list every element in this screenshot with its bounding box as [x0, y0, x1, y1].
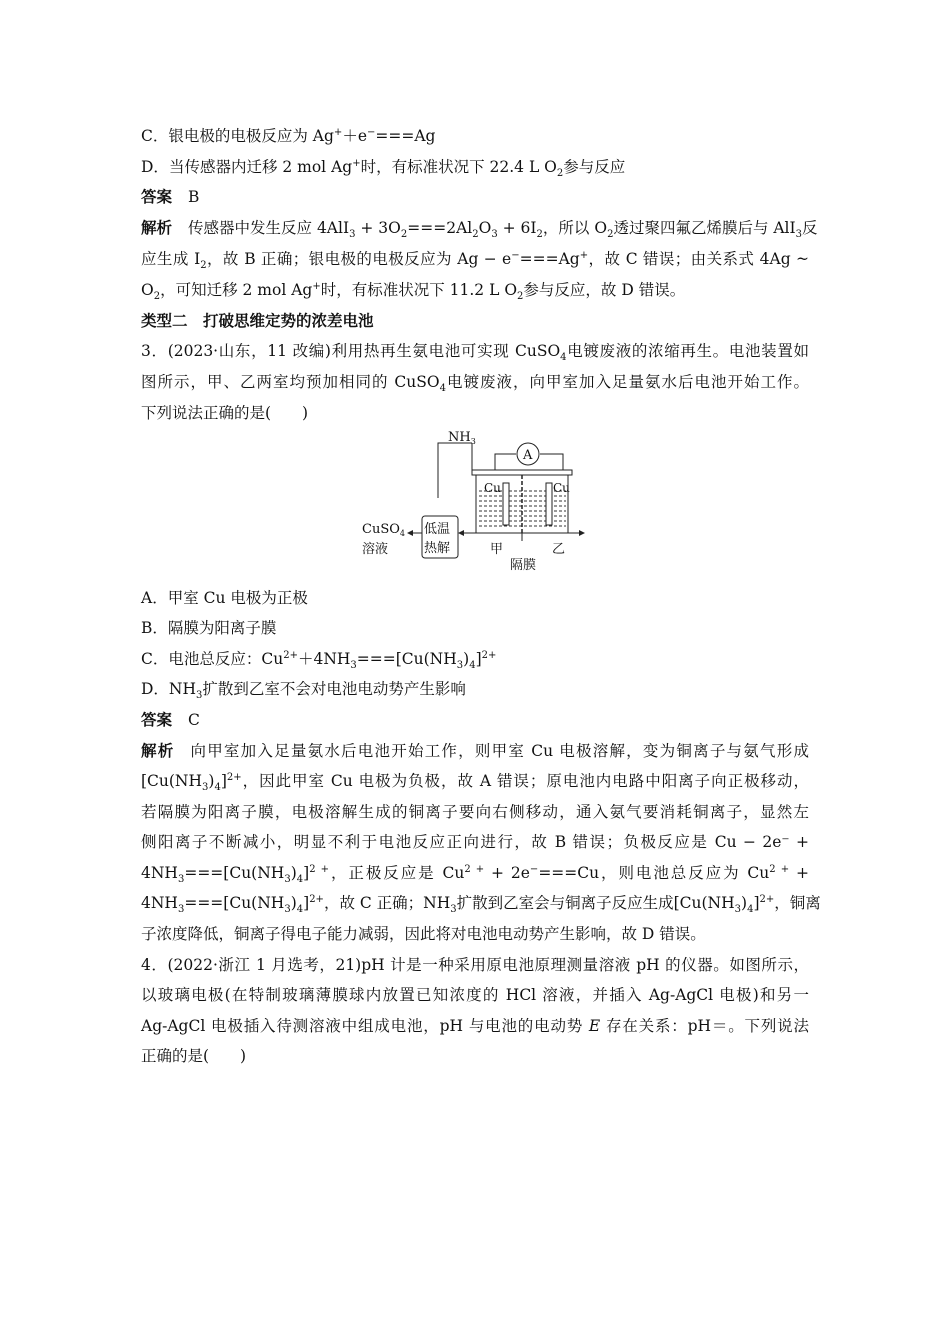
arrow-head-out — [579, 530, 585, 536]
q3-analysis-line-5: $4NH_3===[Cu(NH_3)_4]^{2 +}$，正极反应是 $Cu^{2 +} + 2e^-===Cu$，则电池总反应为 $Cu^{2 +}$ + — [141, 863, 809, 886]
q3-option-a: A．甲室 Cu 电极为正极 — [141, 589, 308, 607]
cu-left-label: Cu — [484, 481, 501, 495]
jia-label: 甲 — [490, 542, 504, 557]
answer-label: 答案 — [141, 187, 173, 206]
q3-stem-line-2: 图所示，甲、乙两室均预加相同的 CuSO$_4$电镀废液，向甲室加入足量氨水后电池开始工作。 — [141, 373, 809, 395]
solution-label: 溶液 — [362, 542, 389, 557]
analysis-label: 解析 — [141, 218, 173, 237]
q2-analysis-line-2: 应生成 $I_2$，故 B 正确；银电极的电极反应为 Ag − e−===Ag+，故 C 错误；由关系式 4Ag ~ — [141, 249, 809, 272]
box-line-1: 低温 — [424, 522, 451, 537]
answer-label: 答案 — [141, 710, 173, 729]
cu-electrode-right — [546, 483, 552, 525]
q3-analysis-line-1: 解析 向甲室加入足量氨水后电池开始工作，则甲室 Cu 电极溶解，变为铜离子与氨气形成 — [141, 741, 809, 760]
q4-stem-line-4: 正确的是( ) — [141, 1047, 247, 1065]
q3-analysis-line-6: $4NH_3===[Cu(NH_3)_4]^{2+}$，故 C 正确；$NH_3$扩散到乙室会与铜离子反应生成$[Cu(NH_3)_4]^{2+}$，铜离 — [141, 893, 821, 916]
q3-analysis-line-2: $[Cu(NH_3)_4]^{2+}$，因此甲室 Cu 电极为负极，故 A 错误；原电池内电路中阳离子向正极移动， — [141, 771, 809, 794]
q3-answer — [141, 710, 200, 730]
q3-analysis-line-3: 若隔膜为阳离子膜，电极溶解生成的铜离子要向右侧移动，通入氨气要消耗铜离子，显然左 — [141, 803, 809, 821]
nh3-pipe — [438, 443, 472, 498]
q2-analysis-line-1: 解析 传感器中发生反应 $4AlI_3 + 3O_2===2Al_2O_3 + 6I_2$，所以 $O_2$透过聚四氟乙烯膜后与 AlI$_3$反 — [141, 218, 818, 241]
cu-right-label: Cu — [553, 481, 570, 495]
yi-label: 乙 — [552, 542, 566, 557]
q2-option-c: C．银电极的电极反应为 Ag+＋e−===Ag — [141, 126, 436, 145]
q2-analysis-line-3: $O_2$，可知迁移 2 mol Ag+时，有标准状况下 11.2 L $O_2$参与反应，故 D 错误。 — [141, 280, 686, 303]
nh3-label: $NH_3$ — [448, 430, 476, 446]
answer-value: B — [188, 188, 200, 206]
membrane-label: 隔膜 — [510, 558, 537, 573]
arrow-head-box — [458, 530, 464, 536]
q3-option-b: B．隔膜为阳离子膜 — [141, 619, 277, 637]
q4-stem-line-2: 以玻璃电极(在特制玻璃薄膜球内放置已知浓度的 HCl 溶液，并插入 Ag-AgCl 电极)和另一 — [141, 986, 809, 1004]
arrow-head-cuso4 — [407, 530, 413, 536]
q3-analysis-line-4: 侧阳离子不断减小，明显不利于电池反应正向进行，故 B 错误；负极反应是 Cu − 2e⁻ + — [141, 833, 809, 851]
q4-stem-line-3: Ag-AgCl 电极插入待测溶液中组成电池，pH 与电池的电动势 E 存在关系：pH＝。下列说法 — [141, 1017, 809, 1035]
box-line-2: 热解 — [424, 541, 451, 556]
q3-option-d: D．$NH_3$扩散到乙室不会对电池电动势产生影响 — [141, 680, 466, 702]
battery-diagram — [360, 425, 595, 575]
section-heading: 类型二 打破思维定势的浓差电池 — [141, 311, 374, 330]
cell-lid — [472, 470, 572, 475]
analysis-label: 解析 — [141, 741, 175, 760]
q2-option-d: D．当传感器内迁移 2 mol Ag+时，有标准状况下 22.4 L $O_2$参与反应 — [141, 157, 626, 180]
q4-stem-line-1: 4．(2022·浙江 1 月选考，21)pH 计是一种采用原电池原理测量溶液 pH 的仪器。如图所示， — [141, 956, 809, 974]
q3-stem-line-1: 3．(2023·山东，11 改编)利用热再生氨电池可实现 CuSO$_4$电镀废液的浓缩再生。电池装置如 — [141, 342, 809, 364]
q3-stem-line-3: 下列说法正确的是( ) — [141, 404, 309, 422]
q3-option-c: C．电池总反应：$Cu^{2+}+4NH_3===[Cu(NH_3)_4]^{2+}$ — [141, 649, 497, 672]
ammeter-label: A — [523, 448, 533, 463]
cu-electrode-left — [503, 483, 509, 525]
answer-value: C — [188, 711, 200, 729]
cuso4-label: CuSO$_4$ — [362, 522, 405, 538]
q3-analysis-line-7: 子浓度降低，铜离子得电子能力减弱，因此将对电池电动势产生影响，故 D 错误。 — [141, 925, 706, 943]
q2-answer — [141, 187, 199, 207]
